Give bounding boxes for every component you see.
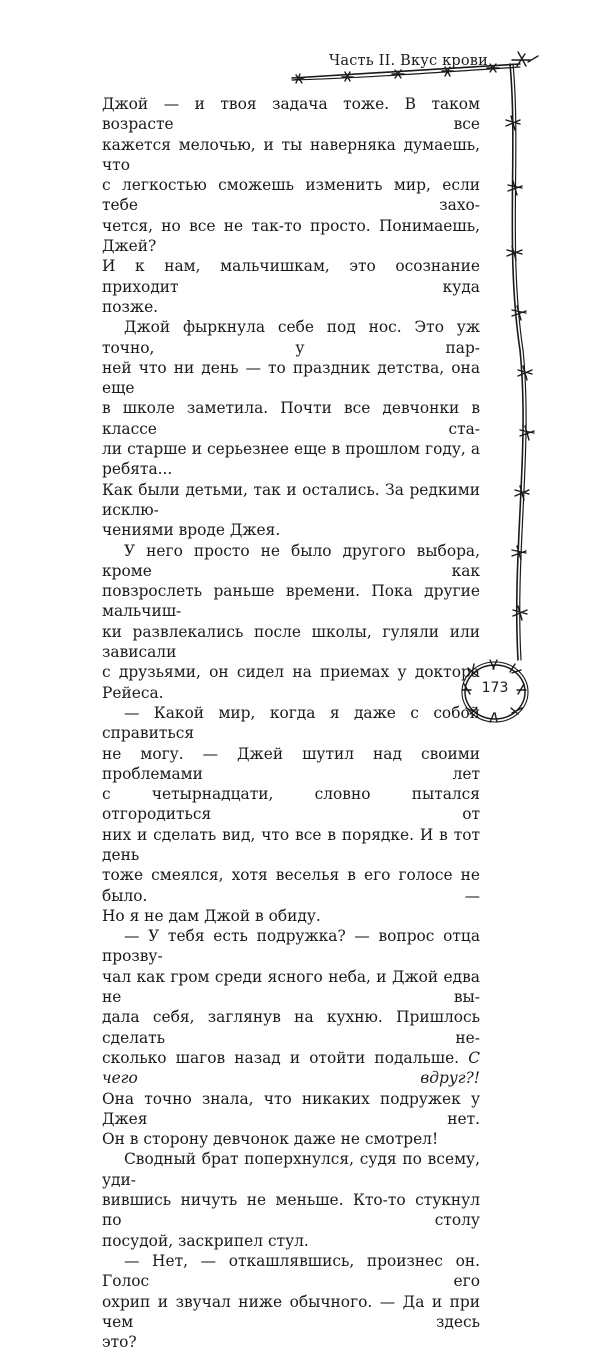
- text-line: чется, но все не так-то просто. Понимаешь, Джей?: [102, 216, 480, 256]
- text-line: ли старше и серьезнее еще в прошлом году, а ребята...: [102, 440, 480, 479]
- text-line: посудой, заскрипел стул.: [102, 1231, 309, 1250]
- thought-italic: С чего вдруг?!: [102, 1048, 480, 1088]
- text-line: ки развлекались после школы, гуляли или зависали: [102, 622, 480, 662]
- text-line: Джой — и твоя задача тоже. В таком возрасте все: [102, 95, 480, 134]
- text-line: них и сделать вид, что все в порядке. И в тот день: [102, 825, 480, 864]
- text-line: И к нам, мальчишкам, это осознание приходит куда: [102, 257, 480, 296]
- text-line: тоже смеялся, хотя веселья в его голосе не было. —: [102, 866, 480, 905]
- body-text: [102, 94, 480, 1352]
- text-line: У него просто не было другого выбора, кроме как: [102, 541, 480, 580]
- text-line: — У тебя есть подружка? — вопрос отца прозву-: [102, 927, 480, 966]
- text-line: с четырнадцати, словно пытался отгородиться от: [102, 785, 480, 824]
- text-line: Как были детьми, так и остались. За редкими исклю-: [102, 480, 480, 519]
- text-line: кажется мелочью, и ты наверняка думаешь, что: [102, 135, 480, 174]
- text-line: Джой фыркнула себе под нос. Это уж точно, у пар-: [102, 318, 480, 357]
- text-line: чал как гром среди ясного неба, и Джой едва не вы-: [102, 967, 480, 1007]
- running-header: Часть II. Вкус крови: [328, 53, 488, 69]
- text-line: Но я не дам Джой в обиду.: [102, 906, 321, 925]
- text-line: дала себя, заглянув на кухню. Пришлось сделать не-: [102, 1008, 480, 1047]
- text-line: охрип и звучал ниже обычного. — Да и при чем здесь: [102, 1292, 480, 1331]
- text-line: — Нет, — откашлявшись, произнес он. Голос его: [102, 1251, 480, 1291]
- text-line: повзрослеть раньше времени. Пока другие мальчиш-: [102, 582, 480, 621]
- text-line: с друзьями, он сидел на приемах у доктора Рейеса.: [102, 663, 480, 702]
- text-line: не могу. — Джей шутил над своими проблемами лет: [102, 744, 480, 783]
- text-line: Сводный брат поперхнулся, судя по всему, уди-: [102, 1150, 480, 1189]
- text-line: Она точно знала, что никаких подружек у Джея нет.: [102, 1089, 480, 1128]
- text-line: [102, 1048, 480, 1089]
- text-line: позже.: [102, 297, 159, 316]
- text-line: с легкостью сможешь изменить мир, если тебе захо-: [102, 176, 480, 215]
- text-line: в школе заметила. Почти все девчонки в классе ста-: [102, 399, 480, 438]
- text-line: Он в сторону девчонок даже не смотрел!: [102, 1130, 439, 1149]
- text-line: ней что ни день — то праздник детства, она еще: [102, 358, 480, 398]
- text-segment: сколько шагов назад и отойти подальше.: [102, 1048, 460, 1067]
- text-line: это?: [102, 1333, 137, 1352]
- text-line: чениями вроде Джея.: [102, 521, 281, 540]
- text-line: — Какой мир, когда я даже с собой справиться: [102, 703, 480, 743]
- text-line: вившись ничуть не меньше. Кто-то стукнул по столу: [102, 1191, 480, 1230]
- page-number: 173: [481, 680, 509, 696]
